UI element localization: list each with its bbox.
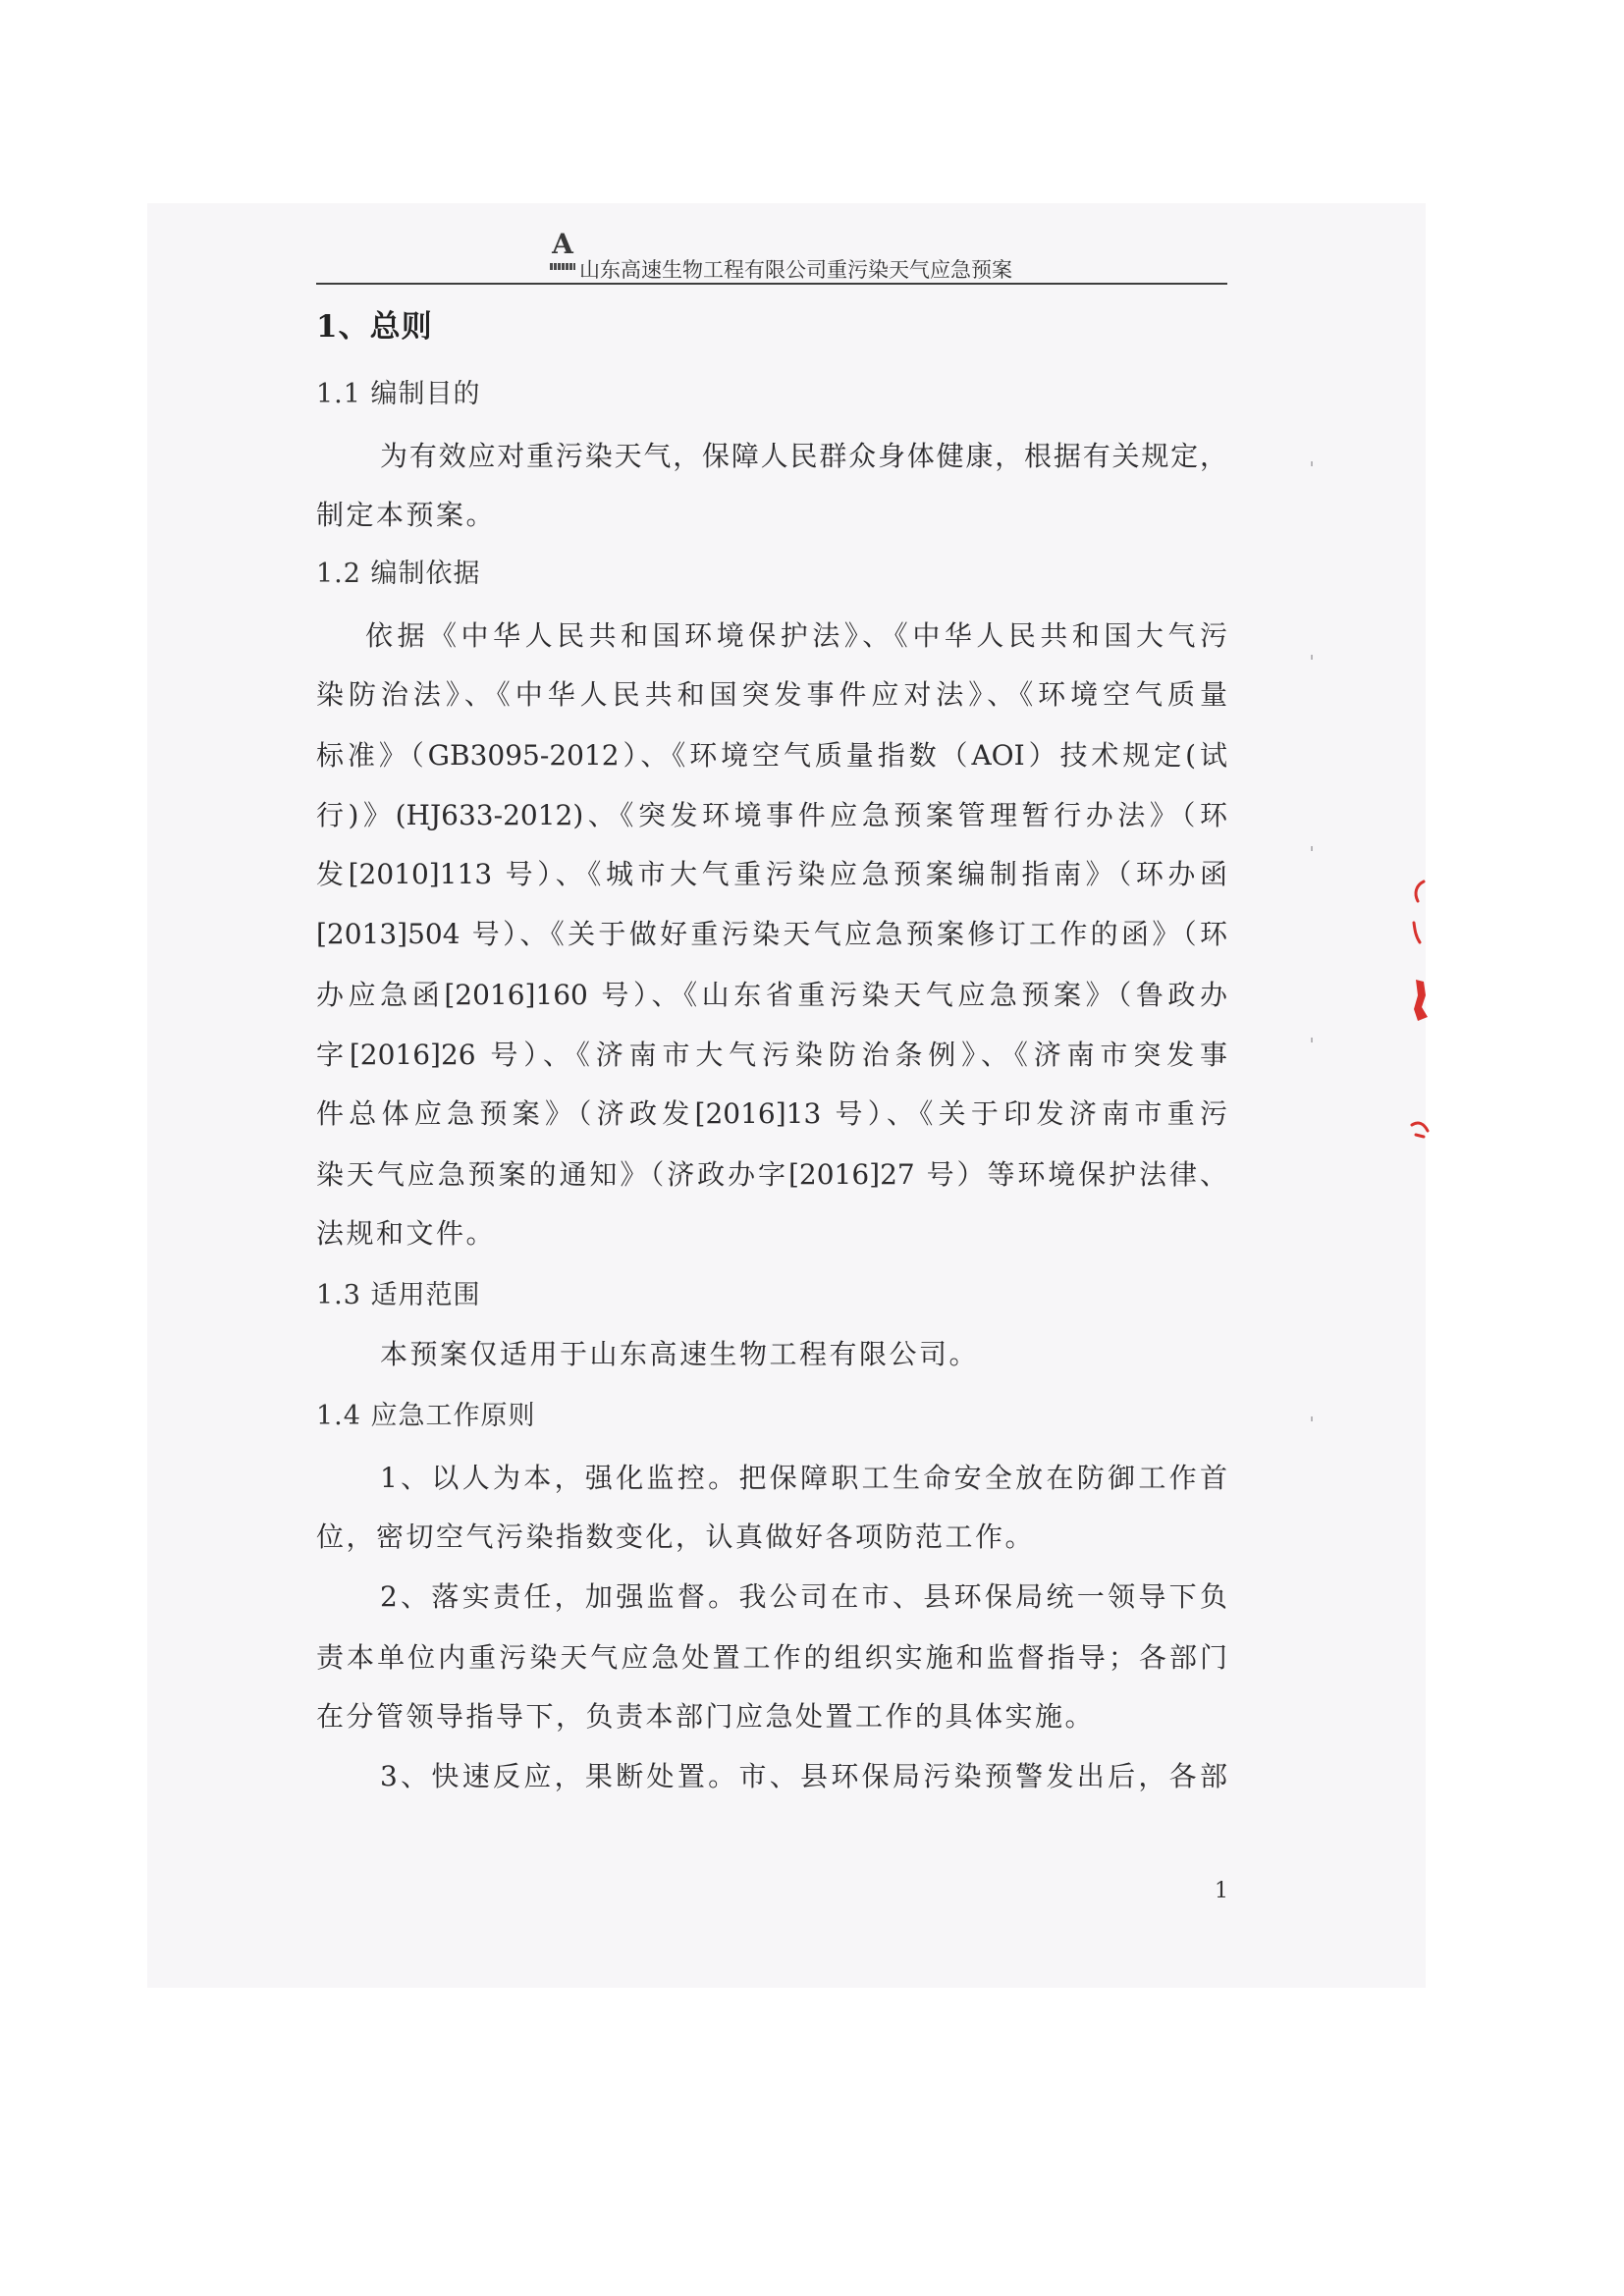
paragraph-line: 本预案仅适用于山东高速生物工程有限公司。 bbox=[380, 1338, 980, 1370]
paragraph-line: 字[2016]26 号）、《济南市大气污染防治条例》、《济南市突发事 bbox=[316, 1039, 1227, 1071]
seal-mark bbox=[1414, 980, 1428, 1021]
paragraph-line: 标准》（GB3095-2012）、《环境空气质量指数（AOI）技术规定(试 bbox=[316, 739, 1227, 772]
paragraph-line: 染天气应急预案的通知》（济政办字[2016]27 号）等环境保护法律、 bbox=[316, 1158, 1227, 1191]
chapter-title: 1、总则 bbox=[316, 309, 433, 345]
header-rule bbox=[316, 283, 1227, 285]
section-title-1-2: 1.2 编制依据 bbox=[316, 559, 481, 589]
paragraph-line: 法规和文件。 bbox=[316, 1217, 497, 1250]
page-number: 1 bbox=[1215, 1879, 1228, 1903]
paragraph-line: 3、快速反应，果断处置。市、县环保局污染预警发出后，各部 bbox=[380, 1760, 1227, 1792]
paragraph-line: 为有效应对重污染天气，保障人民群众身体健康，根据有关规定， bbox=[380, 440, 1227, 472]
scan-speck bbox=[1311, 846, 1313, 851]
section-title-1-1: 1.1 编制目的 bbox=[316, 379, 481, 409]
scan-speck bbox=[1311, 1416, 1313, 1421]
paragraph-line: 2、落实责任，加强监督。我公司在市、县环保局统一领导下负 bbox=[380, 1580, 1227, 1613]
paragraph-line: 1、以人为本，强化监控。把保障职工生命安全放在防御工作首 bbox=[380, 1462, 1227, 1494]
paragraph-line: 发[2010]113 号）、《城市大气重污染应急预案编制指南》（环办函 bbox=[316, 858, 1227, 890]
paragraph-line: 责本单位内重污染天气应急处置工作的组织实施和监督指导；各部门 bbox=[316, 1641, 1227, 1674]
scan-speck bbox=[1311, 1038, 1313, 1042]
seal-mark bbox=[1416, 881, 1424, 901]
scan-speck bbox=[1311, 655, 1313, 660]
seal-mark bbox=[1414, 923, 1420, 942]
paragraph-line: [2013]504 号）、《关于做好重污染天气应急预案修订工作的函》（环 bbox=[316, 918, 1227, 950]
paragraph-line: 行)》(HJ633-2012)、《突发环境事件应急预案管理暂行办法》（环 bbox=[316, 799, 1227, 831]
paragraph-line: 制定本预案。 bbox=[316, 499, 497, 531]
paragraph-line: 办应急函[2016]160 号）、《山东省重污染天气应急预案》（鲁政办 bbox=[316, 979, 1227, 1011]
paragraph-line: 依据《中华人民共和国环境保护法》、《中华人民共和国大气污 bbox=[365, 619, 1227, 652]
paragraph-line: 染防治法》、《中华人民共和国突发事件应对法》、《环境空气质量 bbox=[316, 678, 1227, 711]
section-title-1-3: 1.3 适用范围 bbox=[316, 1280, 481, 1310]
scan-speck bbox=[1311, 461, 1313, 466]
company-logo-wordmark bbox=[550, 263, 575, 270]
paragraph-line: 位，密切空气污染指数变化，认真做好各项防范工作。 bbox=[316, 1521, 1036, 1553]
company-logo: A bbox=[552, 228, 573, 260]
paragraph-line: 件总体应急预案》（济政发[2016]13 号）、《关于印发济南市重污 bbox=[316, 1097, 1227, 1130]
seal-mark bbox=[1412, 1123, 1428, 1137]
running-header-title: 山东高速生物工程有限公司重污染天气应急预案 bbox=[579, 258, 1012, 282]
section-title-1-4: 1.4 应急工作原则 bbox=[316, 1401, 536, 1431]
seal-fragment bbox=[1402, 874, 1432, 1148]
paragraph-line: 在分管领导指导下，负责本部门应急处置工作的具体实施。 bbox=[316, 1700, 1096, 1733]
